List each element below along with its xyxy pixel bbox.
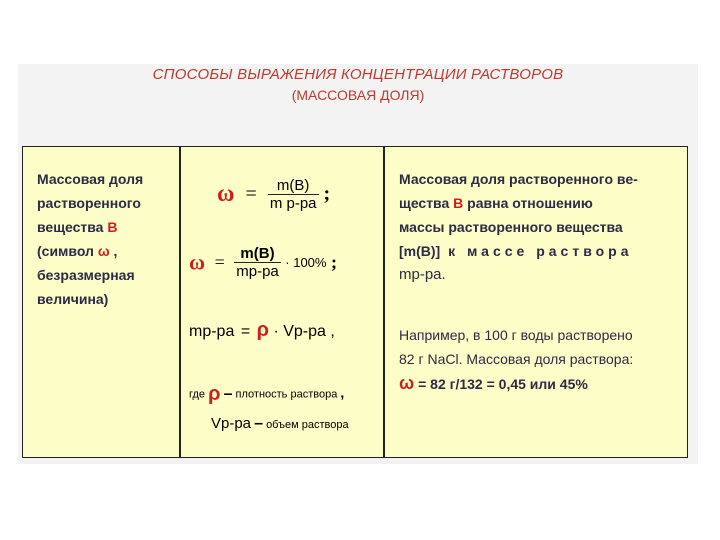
definition-text	[37, 167, 143, 311]
explanation-column	[385, 147, 687, 457]
substance-symbol: В	[107, 219, 118, 235]
expl-line-2: щества В равна отношению	[399, 195, 593, 211]
content-table	[22, 146, 688, 458]
formula-3: mр-ра = ρ · Vр-ра ,	[189, 319, 335, 341]
expl-line-3: массы растворенного вещества	[399, 219, 623, 235]
fraction-1: $\frac{m(В)}{\text{m р-ра}}$	[269, 177, 317, 212]
expl-line-4: [m(В)] к массе раствора	[399, 243, 633, 259]
fraction-2: $\frac{m(В)}{mр-ра}$	[236, 245, 279, 280]
def-line-6: величина)	[37, 291, 109, 307]
def-line-1: Массовая доля	[37, 171, 144, 187]
substance-symbol: В	[453, 195, 464, 211]
example-line-2: 82 г NaCl. Массовая доля раствора:	[399, 351, 634, 367]
omega-symbol: ω	[189, 249, 206, 275]
def-line-2: растворенного	[37, 195, 141, 211]
omega-symbol: ω	[399, 373, 415, 393]
explanation-text	[399, 167, 638, 287]
example-line-3: ω = 82 г/132 = 0,45 или 45%	[399, 373, 588, 393]
def-line-3: вещества В	[37, 219, 118, 235]
example-line-1: Например, в 100 г воды растворено	[399, 327, 633, 343]
title-line-1: СПОСОБЫ ВЫРАЖЕНИЯ КОНЦЕНТРАЦИИ РАСТВОРОВ	[152, 66, 564, 83]
omega-symbol: ω	[97, 243, 110, 259]
formula-2: ω = $\frac{m(В)}{mр-ра}$ · 100% ;	[189, 245, 337, 280]
formula-1: ω = $\frac{m(В)}{\text{m р-ра}}$ ;	[217, 177, 331, 212]
rho-legend: где ρ – плотность раствора ,	[189, 383, 345, 405]
example-text	[399, 323, 633, 396]
title-line-2: (МАССОВАЯ ДОЛЯ)	[291, 87, 425, 103]
def-line-5: безразмерная	[37, 267, 135, 283]
rho-symbol: ρ	[208, 383, 221, 405]
def-line-4: (символ ω ,	[37, 243, 118, 259]
slide-title	[18, 66, 698, 103]
definition-column	[23, 147, 181, 457]
expl-line-1: Массовая доля растворенного ве-	[399, 171, 638, 187]
rho-symbol: ρ	[256, 319, 269, 341]
volume-legend: Vр-ра – объем раствора	[211, 415, 349, 432]
formulas-column	[181, 147, 385, 457]
expl-line-5: mр-ра.	[399, 266, 446, 283]
omega-symbol: ω	[217, 181, 235, 207]
